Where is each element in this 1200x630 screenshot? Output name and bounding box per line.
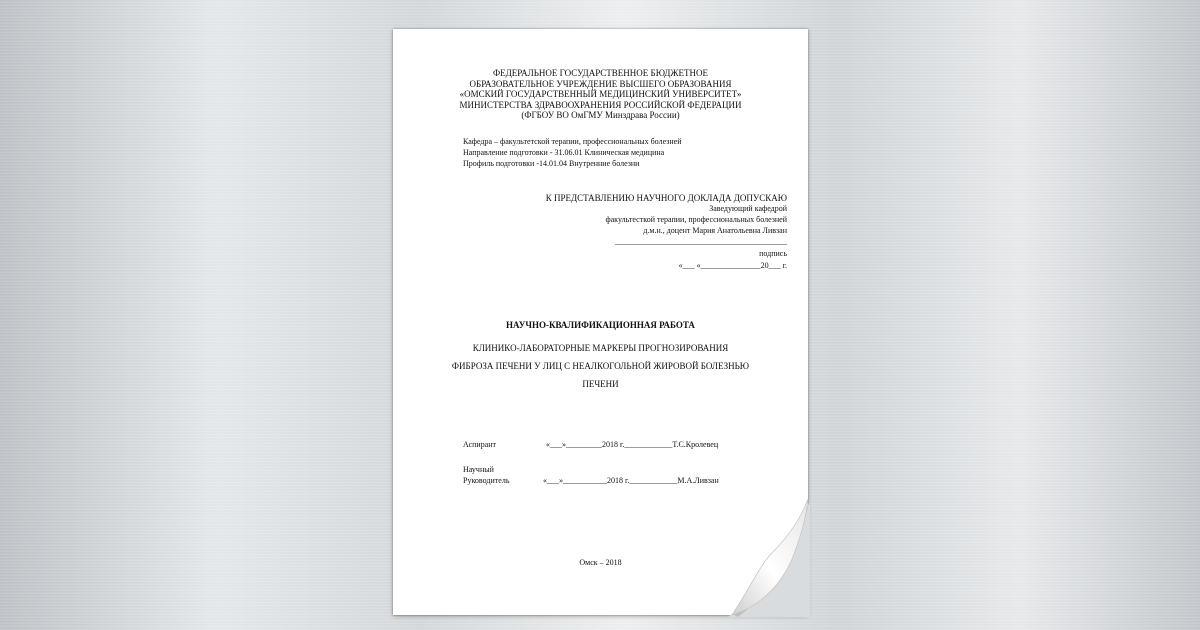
institution-header bbox=[393, 68, 808, 121]
profile-line: Профиль подготовки -14.01.04 Внутренние болезни bbox=[463, 159, 640, 168]
signature-line: ___________________________________________ bbox=[615, 237, 787, 246]
header-line-5: (ФГБОУ ВО ОмГМУ Минздрава России) bbox=[521, 110, 680, 120]
work-title-line-2: ФИБРОЗА ПЕЧЕНИ У ЛИЦ С НЕАЛКОГОЛЬНОЙ ЖИРОВОЙ БОЛЕЗНЬЮ bbox=[451, 361, 750, 371]
work-title-line-1: КЛИНИКО-ЛАБОРАТОРНЫЕ МАРКЕРЫ ПРОГНОЗИРОВАНИЯ bbox=[472, 343, 729, 353]
signature-label: подпись bbox=[759, 249, 787, 258]
approval-person: д.м.н., доцент Мария Анатольевна Ливзан bbox=[643, 226, 787, 235]
work-title-line-3: ПЕЧЕНИ bbox=[582, 379, 619, 389]
work-type-title: НАУЧНО-КВАЛИФИКАЦИОННАЯ РАБОТА bbox=[506, 320, 695, 330]
city-year: Омск – 2018 bbox=[579, 558, 622, 567]
header-line-1: ФЕДЕРАЛЬНОЕ ГОСУДАРСТВЕННОЕ БЮДЖЕТНОЕ bbox=[493, 68, 708, 78]
aspirant-label: Аспирант bbox=[463, 440, 497, 449]
department-line: Кафедра – факультетской терапии, профессиональных болезней bbox=[463, 137, 682, 146]
header-line-3: «ОМСКИЙ ГОСУДАРСТВЕННЫЙ МЕДИЦИНСКИЙ УНИВЕРСИТЕТ» bbox=[459, 89, 742, 99]
aspirant-signature-line: «___»_________2018 г.____________Т.С.Кролевец bbox=[546, 440, 719, 449]
page-curl-corner bbox=[728, 495, 810, 617]
supervisor-label-2: Руководитель bbox=[463, 476, 510, 485]
direction-line: Направление подготовки - 31.06.01 Клиническая медицина bbox=[463, 148, 665, 157]
supervisor-label-1: Научный bbox=[463, 465, 494, 474]
approval-department: факультесткой терапии, профессиональных болезней bbox=[605, 215, 787, 224]
header-line-4: МИНИСТЕРСТВА ЗДРАВООХРАНЕНИЯ РОССИЙСКОЙ ФЕДЕРАЦИИ bbox=[459, 99, 742, 110]
approval-date-line: «___ «_______________20___ г. bbox=[678, 261, 787, 270]
header-line-2: ОБРАЗОВАТЕЛЬНОЕ УЧРЕЖДЕНИЕ ВЫСШЕГО ОБРАЗОВАНИЯ bbox=[469, 78, 732, 89]
supervisor-signature-line: «___»___________2018 г.____________М.А.Ливзан bbox=[543, 476, 719, 485]
approval-heading: К ПРЕДСТАВЛЕНИЮ НАУЧНОГО ДОКЛАДА ДОПУСКАЮ bbox=[545, 193, 787, 203]
approval-role: Заведующий кафедрой bbox=[709, 204, 787, 213]
